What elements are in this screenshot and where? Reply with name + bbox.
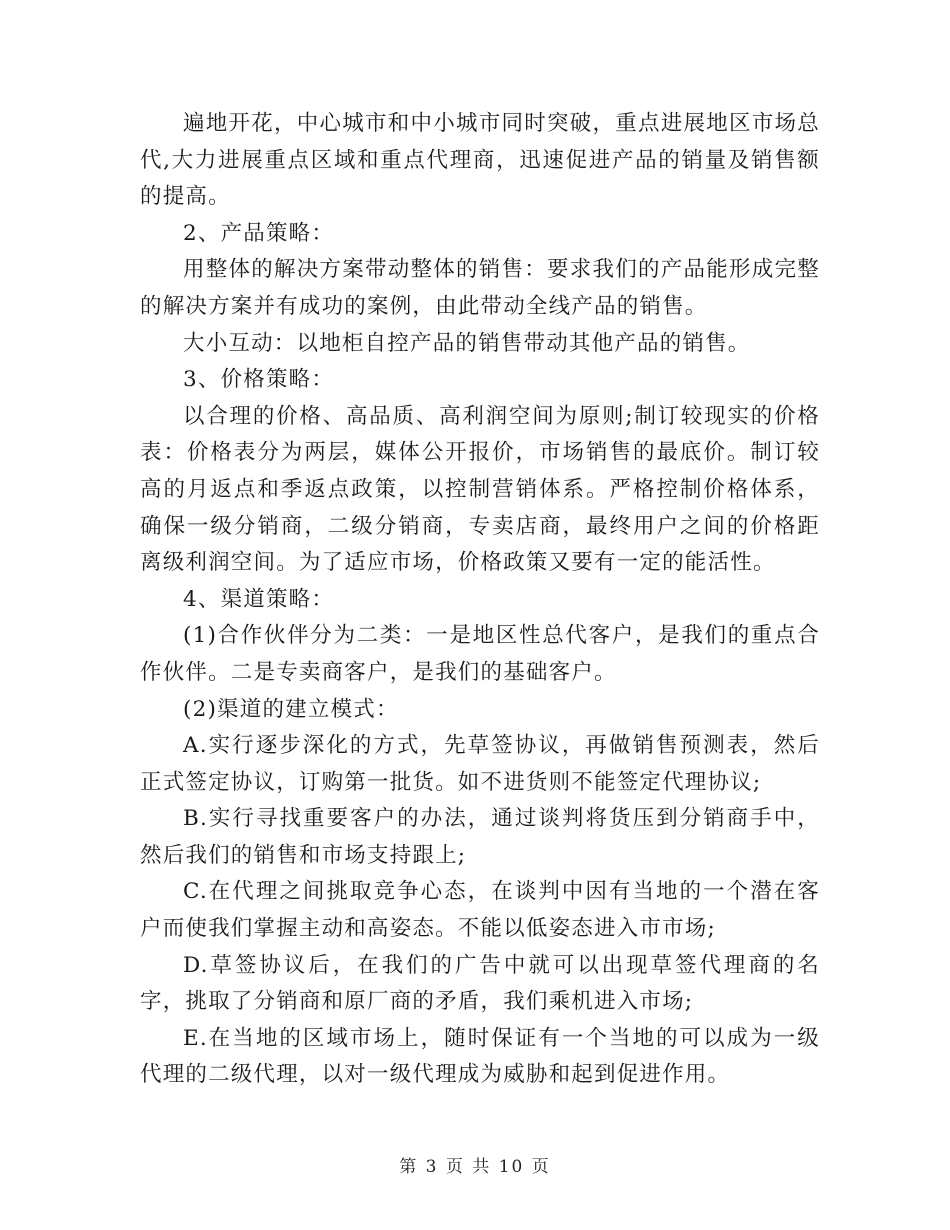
paragraph-market-expansion: 遍地开花，中心城市和中小城市同时突破，重点进展地区市场总代,大力进展重点区域和重点代理商，迅速促进产品的销量及销售额的提高。	[140, 111, 820, 210]
paragraph-item-b: B.实行寻找重要客户的办法，通过谈判将货压到分销商手中，然后我们的销售和市场支持跟上;	[140, 806, 820, 868]
heading-channel-strategy: 4、渠道策略：	[183, 586, 335, 612]
page-number-footer: 第 3 页 共 10 页	[399, 1157, 551, 1177]
heading-channel-model: (2)渠道的建立模式：	[183, 696, 399, 722]
paragraph-price-policy: 以合理的价格、高品质、高利润空间为原则;制订较现实的价格表：价格表分为两层，媒体公开报价，市场销售的最底价。制订较高的月返点和季返点政策，以控制营销体系。严格控制价格体系，确保一级分销商，二级分销商，专卖店商，最终用户之间的价格距离级利润空间。为了适应市场，价格政策又要有一定的能活性。	[140, 403, 820, 576]
paragraph-partner-types: (1)合作伙伴分为二类：一是地区性总代客户，是我们的重点合作伙伴。二是专卖商客户，是我们的基础客户。	[140, 623, 820, 685]
paragraph-item-c: C.在代理之间挑取竞争心态，在谈判中因有当地的一个潜在客户而使我们掌握主动和高姿态。不能以低姿态进入市市场;	[140, 879, 820, 942]
paragraph-solution-sales: 用整体的解决方案带动整体的销售：要求我们的产品能形成完整的解决方案并有成功的案例，由此带动全线产品的销售。	[140, 257, 820, 319]
document-body	[140, 106, 820, 1094]
heading-price-strategy: 3、价格策略：	[183, 367, 335, 393]
paragraph-item-e: E.在当地的区域市场上，随时保证有一个当地的可以成为一级代理的二级代理，以对一级代理成为威胁和起到促进作用。	[140, 1025, 820, 1088]
heading-product-strategy: 2、产品策略：	[183, 220, 335, 246]
paragraph-interaction: 大小互动：以地柜自控产品的销售带动其他产品的销售。	[183, 330, 751, 356]
paragraph-item-a: A.实行逐步深化的方式，先草签协议，再做销售预测表，然后正式签定协议，订购第一批货。如不进货则不能签定代理协议;	[140, 733, 820, 795]
paragraph-item-d: D.草签协议后，在我们的广告中就可以出现草签代理商的名字，挑取了分销商和原厂商的矛盾，我们乘机进入市场;	[140, 952, 820, 1015]
